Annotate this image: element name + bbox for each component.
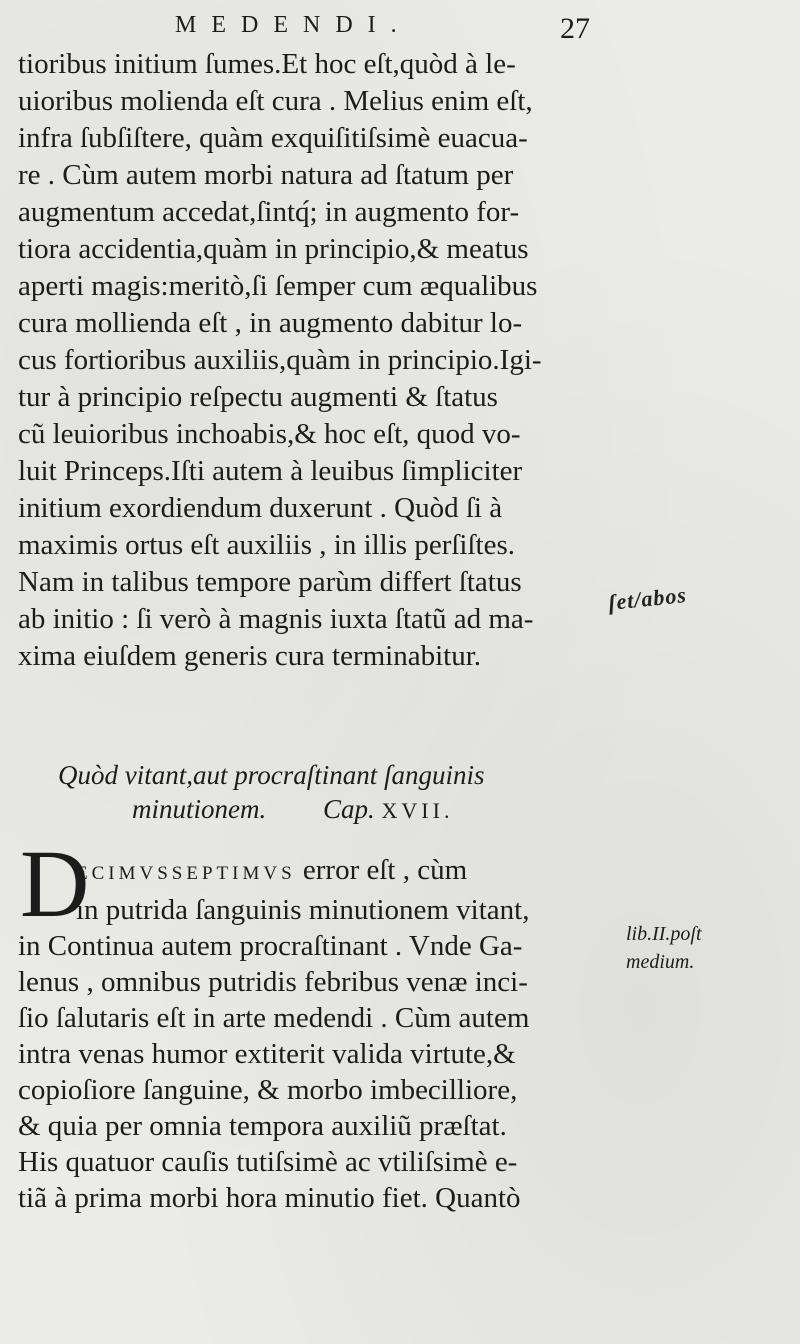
text-line: tiora accidentia,quàm in principio,& meatus xyxy=(18,233,529,265)
text-line: ab initio : ſi verò à magnis iuxta ſtatũ ad ma- xyxy=(18,603,534,635)
text-line: luit Princeps.Iſti autem à leuibus ſimpliciter xyxy=(18,455,523,487)
text-line: infra ſubſiſtere, quàm exquiſitiſsimè euacua- xyxy=(18,122,528,154)
chapter-number: XVII. xyxy=(381,798,454,823)
drop-cap-initial: D xyxy=(20,830,90,937)
chapter-body xyxy=(18,852,618,1216)
chapter-heading xyxy=(58,758,618,828)
chapter-title-line-2 xyxy=(58,792,618,828)
text-line: His quatuor cauſis tutiſsimè ac vtiliſsimè e- xyxy=(18,1146,518,1178)
text-line: uioribus molienda eſt cura . Melius enim eſt, xyxy=(18,85,533,117)
printed-margin-note xyxy=(626,920,702,976)
text-line: re . Cùm autem morbi natura ad ſtatum per xyxy=(18,159,514,191)
page-number: 27 xyxy=(560,12,590,45)
chapter-title-word: minutionem. xyxy=(132,794,267,824)
text-line: tioribus initium ſumes.Et hoc eſt,quòd à le- xyxy=(18,48,516,80)
text-line: tur à principio reſpectu augmenti & ſtatus xyxy=(18,381,498,413)
text-line: cũ leuioribus inchoabis,& hoc eſt, quod vo- xyxy=(18,418,521,450)
text-line: maximis ortus eſt auxiliis , in illis perſiſtes. xyxy=(18,529,515,561)
body-text xyxy=(18,46,618,675)
text-line: tiã à prima morbi hora minutio fiet. Quantò xyxy=(18,1182,521,1214)
margin-note-line-1: lib.II.poſt xyxy=(626,923,702,945)
handwritten-margin-note: ſet/abos xyxy=(606,581,688,616)
chapter-first-line xyxy=(18,852,618,892)
text-line: Nam in talibus tempore parùm differt ſtatus xyxy=(18,566,522,598)
text-line: cura mollienda eſt , in augmento dabitur lo- xyxy=(18,307,523,339)
text-line: intra venas humor extiterit valida virtute,& xyxy=(18,1038,516,1070)
text-line: aperti magis:meritò,ſi ſemper cum æqualibus xyxy=(18,270,538,302)
chapter-title-line-1: Quòd vitant,aut procraſtinant ſanguinis xyxy=(58,760,485,790)
text-line: & quia per omnia tempora auxiliũ præſtat. xyxy=(18,1110,507,1142)
text-line: xima eiuſdem generis cura terminabitur. xyxy=(18,640,482,672)
text-line: lenus , omnibus putridis febribus venæ inci- xyxy=(18,966,528,998)
margin-note-line-2: medium. xyxy=(626,951,695,973)
text-line: cus fortioribus auxiliis,quàm in principio.Igi- xyxy=(18,344,542,376)
text-line: ſio ſalutaris eſt in arte medendi . Cùm autem xyxy=(18,1002,530,1034)
first-line-rest: error eſt , cùm xyxy=(295,854,468,886)
running-head: MEDENDI. xyxy=(175,12,412,38)
text-line: augmentum accedat,ſintq́; in augmento for- xyxy=(18,196,520,228)
smallcaps-opening: ECIMVSSEPTIMVS xyxy=(76,863,296,884)
text-line: initium exordiendum duxerunt . Quòd ſi à xyxy=(18,492,503,524)
text-line: in Continua autem procraſtinant . Vnde Ga- xyxy=(18,930,523,962)
text-line: in putrida ſanguinis minutionem vitant, xyxy=(76,894,530,926)
text-line: copioſiore ſanguine, & morbo imbecilliore, xyxy=(18,1074,518,1106)
chapter-cap-label: Cap. xyxy=(323,794,375,824)
